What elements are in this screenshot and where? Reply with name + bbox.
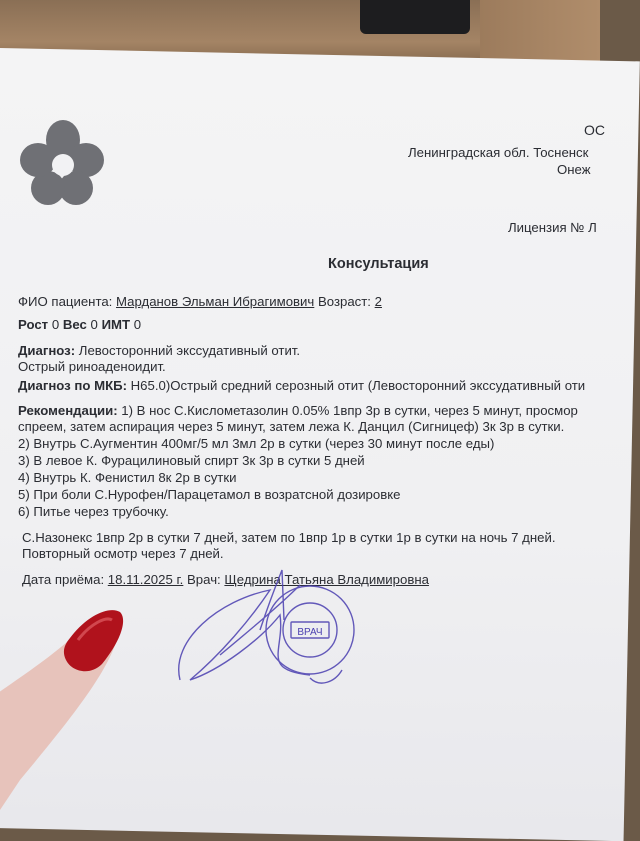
measurements-line [18,317,141,332]
diagnosis-label: Диагноз: [18,343,76,358]
diagnosis-text-2: Острый риноаденоидит. [18,359,166,374]
date-label: Дата приёма: [22,572,105,587]
mkb-label: Диагноз по МКБ: [18,378,127,393]
height-value: 0 [51,317,60,332]
patient-label: ФИО пациента: [18,294,113,309]
age-label: Возраст: [317,294,371,309]
patient-line [18,294,382,309]
height-label: Рост [18,317,49,332]
recommendation-item: спреем, затем аспирация через 5 минут, затем лежа К. Данцил (Сигницеф) 3к 3р в сутки. [18,419,565,434]
recommendation-item: 4) Внутрь К. Фенистил 8к 2р в сутки [18,470,237,485]
page-title: Консультация [328,256,429,272]
diagnosis-text-1: Левосторонний экссудативный отит. [78,343,301,358]
weight-label: Вес [62,317,87,332]
clinic-name: ОС [584,122,605,138]
follow-up-note: Повторный осмотр через 7 дней. [22,546,224,561]
clinic-address-1: Ленинградская обл. Тосненск [408,145,589,160]
recommendation-item: 2) Внутрь С.Аугментин 400мг/5 мл 3мл 2р в сутки (через 30 минут после еды) [18,436,495,451]
clinic-license: Лицензия № Л [508,220,597,235]
recommendations-label: Рекомендации: [18,403,118,418]
bmi-value: 0 [133,317,142,332]
recommendation-item: 6) Питье через трубочку. [18,504,169,519]
age-value: 2 [374,294,382,309]
recommendations-line-1 [18,403,578,418]
recommendation-item: 5) При боли С.Нурофен/Парацетамол в возратсной дозировке [18,487,401,502]
clinic-address-2: Онеж [557,162,591,177]
bmi-label: ИМТ [101,317,131,332]
doctor-label: Врач: [187,572,221,587]
patient-name: Марданов Эльман Ибрагимович [116,294,315,309]
extra-recommendation: С.Назонекс 1впр 2р в сутки 7 дней, затем по 1впр 1р в сутки 1р в сутки на ночь 7 дней. [22,530,556,545]
mkb-line [18,378,585,393]
recommendation-item: 1) В нос С.Кислометазолин 0.05% 1впр 3р в сутки, через 5 минут, просмор [121,403,578,418]
doctor-name: Щедрина Татьяна Владимировна [224,572,429,587]
weight-value: 0 [90,317,98,332]
signature-stamp-icon [160,560,390,710]
date-value: 18.11.2025 г. [107,572,184,587]
finger [0,580,160,810]
recommendation-item: 3) В левое К. Фурацилиновый спирт 3к 3р в сутки 5 дней [18,453,365,468]
stamp-label: ВРАЧ [297,627,323,638]
mkb-value: Н65.0)Острый средний серозный отит (Левосторонний экссудативный оти [130,378,586,393]
clinic-logo-icon [18,118,108,208]
diagnosis-line [18,343,300,358]
